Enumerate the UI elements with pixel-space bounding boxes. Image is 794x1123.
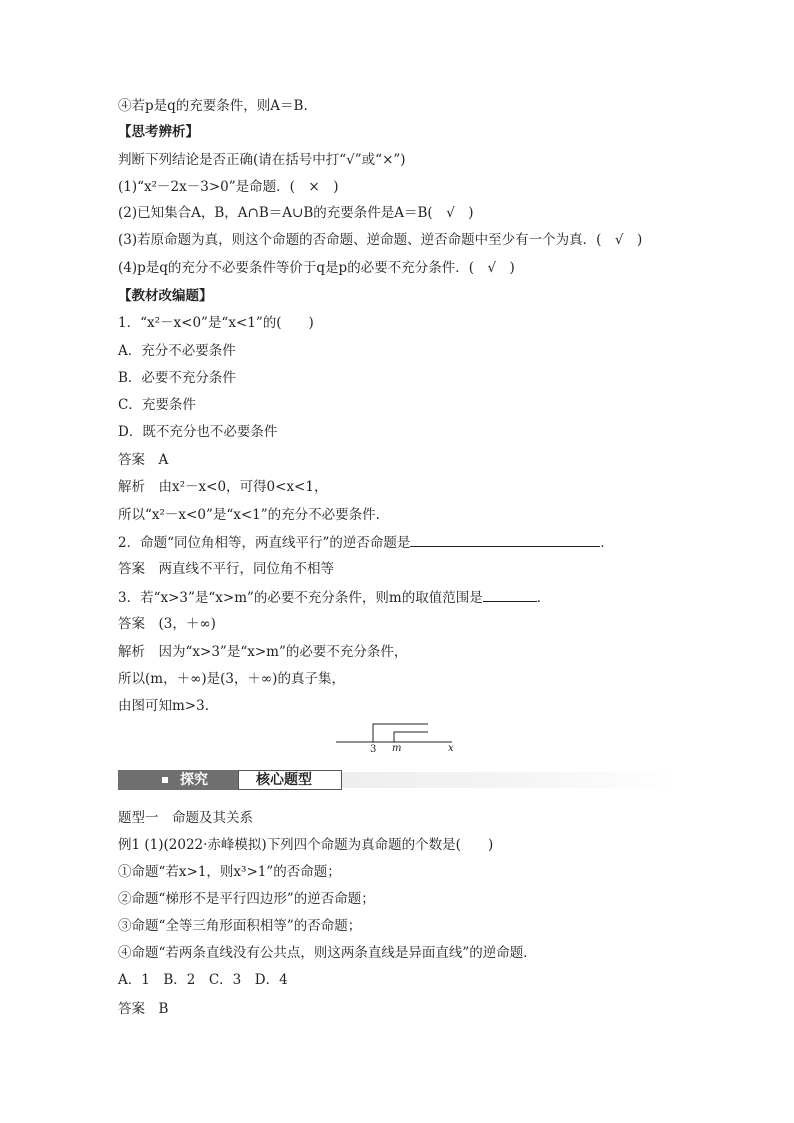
analysis-3-conclusion: 由图可知m>3. (118, 698, 209, 714)
interval-m-bracket (394, 732, 428, 742)
judgement-item: (2)已知集合A，B，A∩B＝A∪B的充要条件是A＝B( √ ) (118, 205, 474, 221)
answer-1: 答案 A (118, 452, 169, 468)
judgement-item: (4)p是q的充分不必要条件等价于q是p的必要不充分条件．( √ ) (118, 260, 515, 276)
proposition-3: ③命题“全等三角形面积相等”的否命题； (118, 918, 362, 934)
question-3-end: ． (536, 590, 551, 606)
banner-title-explore: 探究 (180, 772, 208, 788)
number-line-figure (336, 718, 460, 754)
section-heading-textbook: 【教材改编题】 (118, 288, 213, 304)
analysis-1-cont: 所以“x²－x<0”是“x<1”的充分不必要条件． (118, 507, 390, 523)
question-1: 1．“x²－x<0”是“x<1”的( ) (118, 315, 314, 331)
text-line: ④若p是q的充要条件，则A＝B. (118, 98, 308, 114)
example-1-options: A．1 B．2 C．3 D．4 (118, 972, 288, 988)
example-1-answer: 答案 B (118, 1001, 169, 1017)
question-3-text: 3．若“x>3”是“x>m”的必要不充分条件，则m的取值范围是 (118, 590, 483, 606)
section-banner (118, 768, 676, 792)
analysis-3: 解析 因为“x>3”是“x>m”的必要不充分条件， (118, 644, 408, 660)
option-c: C．充要条件 (118, 397, 196, 413)
question-2-end: ． (600, 535, 614, 551)
answer-3: 答案 (3，＋∞) (118, 616, 216, 632)
analysis-3-cont: 所以(m，＋∞)是(3，＋∞)的真子集， (118, 671, 345, 687)
answer-2: 答案 两直线不平行，同位角不相等 (118, 561, 334, 577)
tick-label-m: m (392, 743, 402, 754)
answer-blank (483, 587, 537, 602)
option-b: B．必要不充分条件 (118, 370, 236, 386)
banner-square-icon (162, 777, 168, 783)
question-2-text: 2．命题“同位角相等，两直线平行”的逆否命题是 (118, 535, 411, 551)
question-2 (118, 532, 614, 553)
banner-title-core: 核心题型 (256, 772, 312, 788)
section-heading-thinking: 【思考辨析】 (118, 124, 199, 140)
option-d: D．既不充分也不必要条件 (118, 424, 278, 440)
proposition-1: ①命题“若x>1，则x³>1”的否命题； (118, 864, 341, 880)
option-a: A．充分不必要条件 (118, 343, 236, 359)
analysis-1: 解析 由x²－x<0，可得0<x<1， (118, 479, 328, 495)
topic-heading: 题型一 命题及其关系 (118, 810, 253, 826)
interval-3-bracket (373, 724, 428, 742)
tick-label-3: 3 (370, 744, 377, 754)
question-3 (118, 587, 550, 608)
example-1: 例1 (1)(2022·赤峰模拟)下列四个命题为真命题的个数是( ) (118, 837, 494, 853)
judgement-item: (1)“x²－2x－3>0”是命题．( × ) (118, 179, 339, 195)
banner-dark-block (118, 770, 238, 790)
axis-label-x: x (448, 743, 454, 754)
answer-blank (410, 532, 600, 547)
proposition-4: ④命题“若两条直线没有公共点，则这两条直线是异面直线”的逆命题． (118, 945, 537, 961)
judgement-item: (3)若原命题为真，则这个命题的否命题、逆命题、逆否命题中至少有一个为真．( √ ) (118, 232, 643, 248)
text-line: 判断下列结论是否正确(请在括号中打“√”或“×”) (118, 152, 406, 168)
proposition-2: ②命题“梯形不是平行四边形”的逆否命题； (118, 891, 375, 907)
